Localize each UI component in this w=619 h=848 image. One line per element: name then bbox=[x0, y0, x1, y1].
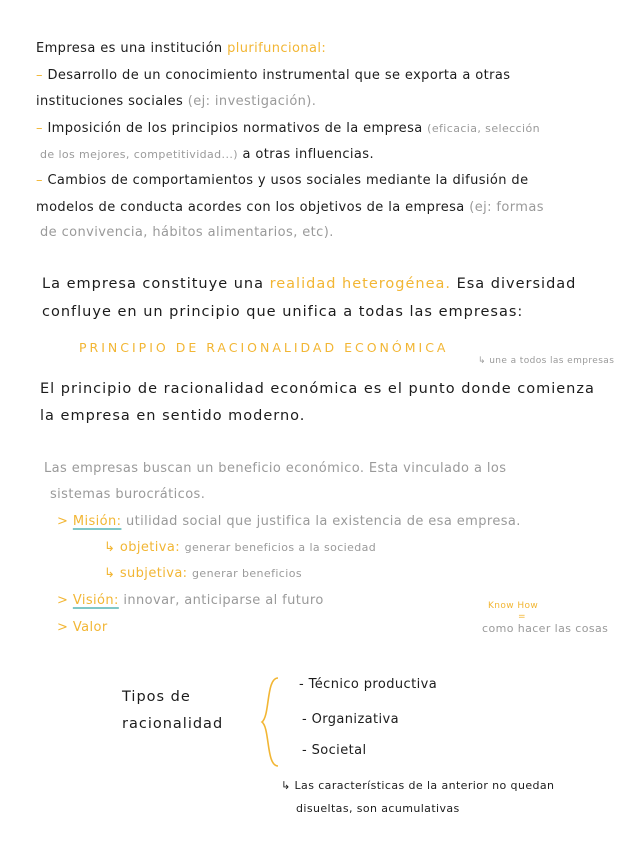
bullet-3-text: Cambios de comportamientos y usos sociales mediante la difusión de bbox=[47, 173, 529, 188]
arrow-icon: > bbox=[57, 514, 69, 529]
bullet-1-example: (ej: investigación). bbox=[187, 94, 317, 109]
objetiva-text: generar beneficios a la sociedad bbox=[184, 541, 377, 554]
bullet-dash: – bbox=[36, 173, 43, 188]
section3-line-1 bbox=[44, 461, 506, 476]
section2-line-3 bbox=[40, 381, 595, 397]
highlight-realidad-heterogenea: realidad heterogénea. bbox=[269, 276, 451, 292]
note-line-1 bbox=[281, 779, 554, 792]
intro-line-1 bbox=[36, 41, 326, 56]
section2-text-2: Esa diversidad bbox=[456, 276, 577, 292]
curly-brace-icon bbox=[258, 676, 280, 768]
bullet-dash: – bbox=[36, 121, 43, 136]
section2-text-5: la empresa en sentido moderno. bbox=[40, 408, 306, 424]
principle-text: PRINCIPIO DE RACIONALIDAD ECONÓMICA bbox=[79, 340, 449, 355]
mision-text: utilidad social que justifica la existencia de esa empresa. bbox=[125, 514, 521, 529]
principle-heading bbox=[79, 340, 448, 355]
knowhow-label bbox=[488, 601, 538, 611]
arrow-icon: > bbox=[57, 620, 69, 635]
objetiva-label: objetiva: bbox=[119, 540, 181, 555]
bullet-3-example-2: de convivencia, hábitos alimentarios, etc). bbox=[40, 225, 334, 240]
tipos-line-1 bbox=[122, 689, 191, 705]
section3-text: Las empresas buscan un beneficio económico. Esta vinculado a los bbox=[44, 461, 507, 476]
section2-line-1 bbox=[42, 276, 576, 292]
bullet-1-text: Desarrollo de un conocimiento instrumental que se exporta a otras bbox=[47, 68, 511, 83]
tipo-item-text: - Societal bbox=[302, 743, 367, 758]
knowhow-equals bbox=[518, 612, 526, 622]
section2-line-4 bbox=[40, 408, 305, 424]
bullet-3-example: (ej: formas bbox=[469, 200, 544, 215]
note-text: Las características de la anterior no quedan bbox=[294, 779, 555, 792]
intro-text: Empresa es una institución bbox=[36, 41, 223, 56]
section2-text: La empresa constituye una bbox=[42, 276, 264, 292]
tipo-item-1 bbox=[299, 677, 437, 692]
bullet-1-line-1 bbox=[36, 68, 510, 83]
valor-label: Valor bbox=[72, 620, 108, 635]
principle-note-text: ↳ une a todos las empresas bbox=[478, 356, 615, 366]
section3-text-2: sistemas burocráticos. bbox=[50, 487, 206, 502]
bullet-2-line-1 bbox=[36, 121, 540, 136]
tipos-line-2 bbox=[122, 716, 223, 732]
subjetiva-line bbox=[104, 566, 302, 581]
objetiva-line bbox=[104, 540, 376, 555]
bullet-3-text-2: modelos de conducta acordes con los objetivos de la empresa bbox=[36, 200, 465, 215]
subjetiva-text: generar beneficios bbox=[192, 567, 302, 580]
tipo-item-text: - Organizativa bbox=[302, 712, 399, 727]
principle-note bbox=[478, 356, 614, 366]
bullet-2-line-2 bbox=[40, 147, 374, 162]
tipos-text-2: racionalidad bbox=[122, 716, 224, 732]
section2-text-4: El principio de racionalidad económica es el punto donde comienza bbox=[40, 381, 595, 397]
mision-line bbox=[57, 514, 521, 529]
tipo-item-2 bbox=[302, 712, 399, 727]
tipos-text: Tipos de bbox=[122, 689, 191, 705]
section3-line-2 bbox=[50, 487, 205, 502]
bullet-2-text-2: a otras influencias. bbox=[242, 147, 374, 162]
bullet-1-text-2: instituciones sociales bbox=[36, 94, 184, 109]
bullet-3-line-1 bbox=[36, 173, 529, 188]
bullet-2-example-2: de los mejores, competitividad...) bbox=[40, 148, 238, 161]
note-arrow-icon: ↳ bbox=[281, 779, 291, 792]
vision-line bbox=[57, 593, 324, 608]
note-line-2 bbox=[296, 802, 460, 815]
bullet-dash: – bbox=[36, 68, 43, 83]
valor-line bbox=[57, 620, 108, 635]
bullet-2-example: (eficacia, selección bbox=[427, 122, 540, 135]
knowhow-equals-text: = bbox=[518, 612, 526, 622]
knowhow-definition bbox=[482, 622, 608, 635]
section2-line-2 bbox=[42, 304, 523, 320]
mision-label: Misión: bbox=[72, 514, 122, 529]
knowhow-definition-text: como hacer las cosas bbox=[482, 622, 609, 635]
vision-text: innovar, anticiparse al futuro bbox=[123, 593, 324, 608]
bullet-3-line-3 bbox=[40, 225, 334, 240]
vision-label: Visión: bbox=[72, 593, 119, 608]
highlight-plurifuncional: plurifuncional: bbox=[227, 41, 327, 56]
tipo-item-text: - Técnico productiva bbox=[299, 677, 438, 692]
sub-arrow-icon: ↳ bbox=[104, 566, 116, 581]
sub-arrow-icon: ↳ bbox=[104, 540, 116, 555]
knowhow-label-text: Know How bbox=[488, 601, 539, 611]
arrow-icon: > bbox=[57, 593, 69, 608]
section2-text-3: confluye en un principio que unifica a todas las empresas: bbox=[42, 304, 524, 320]
tipo-item-3 bbox=[302, 743, 366, 758]
bullet-1-line-2 bbox=[36, 94, 316, 109]
subjetiva-label: subjetiva: bbox=[119, 566, 188, 581]
bullet-3-line-2 bbox=[36, 200, 544, 215]
bullet-2-text: Imposición de los principios normativos de la empresa bbox=[47, 121, 423, 136]
note-text-2: disueltas, son acumulativas bbox=[296, 802, 460, 815]
